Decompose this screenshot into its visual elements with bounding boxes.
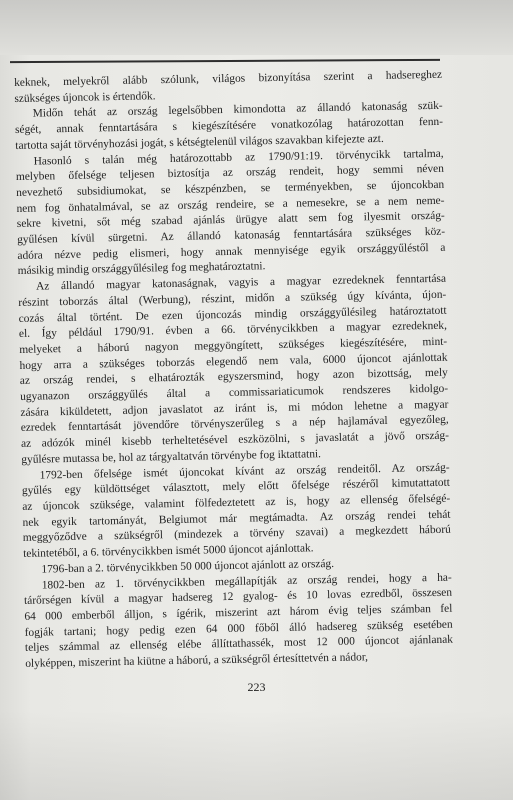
- text-line: melyeket a háború nagyon meggyöngített, szükséges kiegészítésére, mint-: [19, 335, 448, 356]
- page-bottom-shade: [0, 710, 513, 800]
- text-line: teljes számmal az ellenség elébe állíttathassék, most 12 000 újoncot ajánlanak: [24, 633, 454, 655]
- text-line: az újoncok szüksége, valamint fölfedeztetett az is, hogy az ellenség őfelségé-: [22, 492, 451, 513]
- text-line: részint toborzás által (Werbung), részint, midőn a szükség úgy kívánta, újon-: [18, 288, 447, 309]
- text-line: nek egyik tartományát, Belgiumot már megtámadta. Az ország rendei tehát: [22, 508, 451, 529]
- page-top-shadow: [0, 0, 513, 55]
- text-line: Az állandó magyar katonaságnak, vagyis a magyar ezredeknek fenntartása: [35, 272, 447, 293]
- text-line: gyűlésen kívül sürgetni. Az állandó katonaság fenntartására szükséges köz-: [17, 225, 446, 246]
- text-line: tekintetéből, a 6. törvénycikkben ismét 5000 újoncot ajánlottak.: [23, 542, 314, 561]
- text-line: ségét, annak fenntartására s kiegészítésére vonatkozólag határozottan fenn-: [14, 115, 444, 137]
- text-line: olyképpen, miszerint ha kiütne a háború, a szükségről értesíttetvén a nádor,: [25, 651, 369, 670]
- text-line: Midőn tehát az ország legelsőbben kimondotta az állandó katonaság szük-: [32, 100, 443, 121]
- page-number: 223: [247, 680, 266, 694]
- text-line: ezredek fenntartását jövendőre törvényszerűleg s a nép hajlamával egyezőleg,: [20, 414, 449, 435]
- text-line: hogy arra a szükséges toborzás elegendő nem vala, 6000 újoncot ajánlottak: [19, 351, 448, 372]
- text-line: 1796-ban a 2. törvénycikkben 50 000 újoncot ajánlott az ország.: [41, 557, 335, 576]
- text-line: tartotta saját törvényhozási jogát, s kétségtelenül világos szavakban kifejezte azt.: [15, 132, 384, 152]
- text-line: fogják tartani; hogy pedig ezen 64 000 főből álló hadsereg szükség esetében: [24, 618, 453, 639]
- text-line: ugyanazon országgyűlés által a commissariaticumok rendszeres kidolgo-: [20, 382, 449, 404]
- text-line: keknek, melyekről alább szólunk, világos bizonyítása szerint a hadsereghez: [14, 68, 443, 89]
- body-text: [14, 68, 453, 673]
- text-line: 1802-ben az 1. törvénycikkben megállapítják az ország rendei, hogy a ha-: [41, 571, 452, 592]
- text-line: meggyőződve a szükségről (mindezek a törvény szavai) a megkezdett háború: [22, 524, 451, 545]
- text-line: adóra nézve pedig elismeri, hogy annak mennyisége egyik országgyűléstől a: [17, 241, 446, 262]
- text-line: másikig mindig országgyűlésileg fog meghatároztatni.: [17, 260, 266, 278]
- text-line: 1792-ben őfelsége ismét újoncokat kívánt az ország rendeitől. Az ország-: [39, 461, 450, 482]
- text-line: el. Így például 1790/91. évben a 66. törvénycikkben a magyar ezredeknek,: [18, 319, 447, 341]
- header-rule: [10, 59, 440, 63]
- text-line: Hasonló s talán még határozottabb az 1790/91:19. törvénycikk tartalma,: [33, 147, 444, 168]
- text-line: sekre kivetni, sőt még szabad ajánlás ürügye alatt sem fog ilyesmit ország-: [16, 210, 445, 231]
- text-line: az adózók minél kisebb terheltetésével eszközölni, s javaslatát a jövő ország-: [20, 429, 450, 451]
- text-line: tárőrségen kívül a magyar hadsereg 12 gyalog- és 10 lovas ezredből, összesen: [23, 586, 453, 608]
- text-line: szükséges újoncok is értendők.: [14, 89, 156, 105]
- text-line: nevezhető subsidiumokat, se készpénzben, se terményekben, se újoncokban: [16, 178, 445, 199]
- text-line: gyűlésre mutassa be, hol az tárgyaltatván törvénybe fog iktattatni.: [21, 448, 322, 466]
- text-line: az ország rendei, s elhatározták egyszersmind, hogy azon bizottság, mely: [19, 367, 448, 388]
- text-line: melyben őfelsége teljesen biztosítja az ország rendeit, hogy semmi néven: [15, 162, 444, 184]
- text-line: zására kiküldetett, adjon javaslatot az iránt is, mi módon lehetne a magyar: [20, 398, 449, 419]
- text-line: gyűlés egy küldöttséget választott, mely előtt őfelsége részéről kimutattatott: [21, 476, 451, 498]
- text-line: 64 000 emberből álljon, s ígérik, miszerint azt három évig teljes számban fel: [24, 602, 453, 623]
- text-line: nem fog önhatalmával, se az ország rendeire, se a nemesekre, se a nem neme-: [16, 194, 445, 215]
- text-line: cozás által történt. De ezen újoncozás mindig országgyűlésileg határoztatott: [18, 304, 447, 325]
